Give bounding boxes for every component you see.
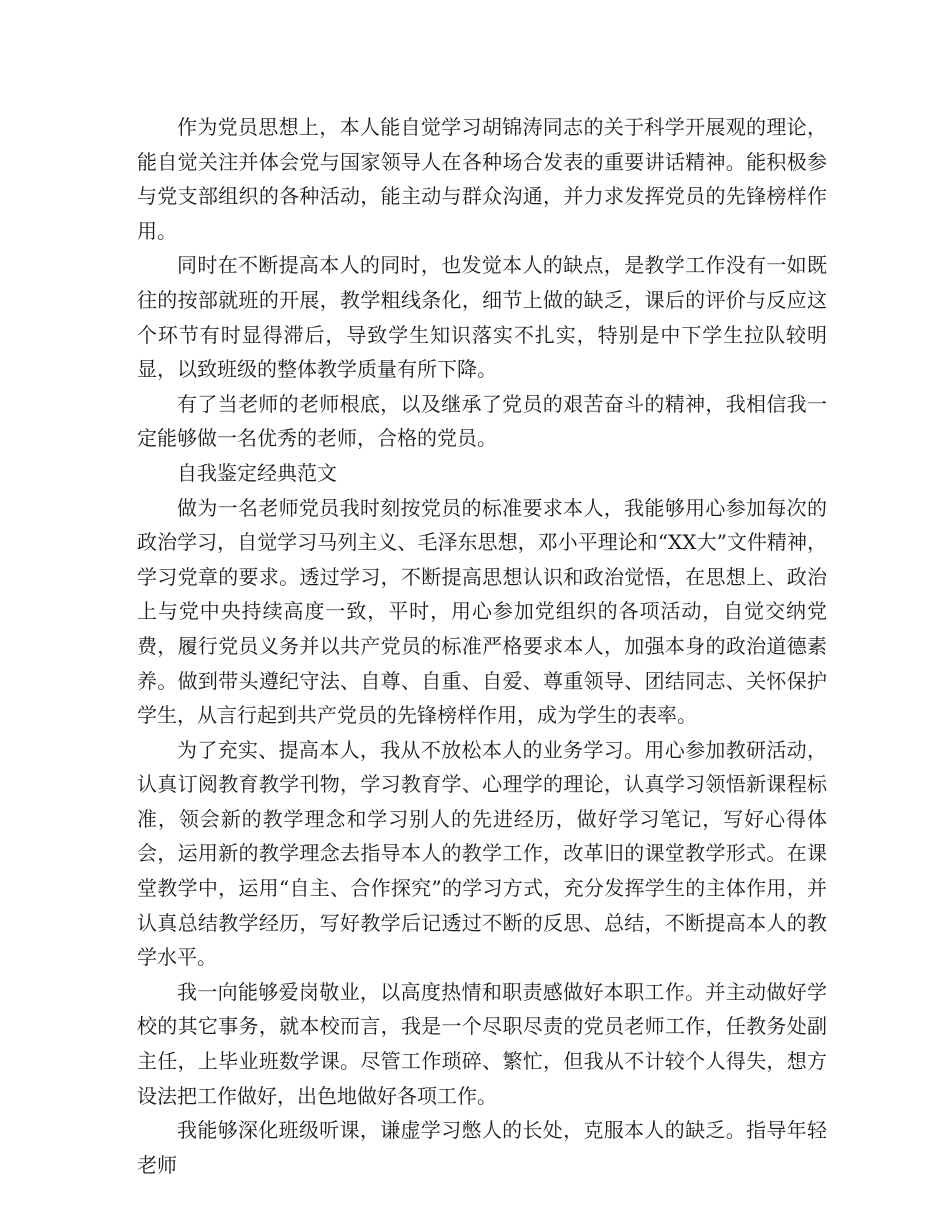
document-body bbox=[137, 110, 827, 1182]
paragraph-party-thought: 作为党员思想上，本人能自觉学习胡锦涛同志的关于科学开展观的理论，能自觉关注并体会党与国家领导人在各种场合发表的重要讲话精神。能积极参与党支部组织的各种活动，能主动与群众沟通，并力求发挥党员的先锋榜样作用。 bbox=[137, 115, 827, 243]
paragraph-professional-study: 为了充实、提高本人，我从不放松本人的业务学习。用心参加教研活动，认真订阅教育教学刊物，学习教育学、心理学的理论，认真学习领悟新课程标准，领会新的教学理念和学习别人的先进经历，做好学习笔记，写好心得体会，运用新的教学理念去指导本人的教学工作，改革旧的课堂教学形式。在课堂教学中，运用“自主、合作探究”的学习方式，充分发挥学生的主体作用，并认真总结教学经历，写好教学后记透过不断的反思、总结，不断提高本人的教学水平。 bbox=[137, 737, 827, 970]
section-heading: 自我鉴定经典范文 bbox=[177, 460, 337, 485]
paragraph-shortcomings: 同时在不断提高本人的同时，也发觉本人的缺点，是教学工作没有一如既往的按部就班的开展，教学粗线条化，细节上做的缺乏，课后的评价与反应这个环节有时显得滞后，导致学生知识落实不扎实，特别是中下学生拉队较明显，以致班级的整体教学质量有所下降。 bbox=[137, 253, 827, 382]
paragraph-lesson-observation: 我能够深化班级听课，谦虚学习憋人的长处，克服本人的缺乏。指导年轻老师 bbox=[137, 1118, 827, 1177]
paragraph-dedication: 我一向能够爱岗敬业，以高度热情和职责感做好本职工作。并主动做好学校的其它事务，就本校而言，我是一个尽职尽责的党员老师工作，任教务处副主任，上毕业班数学课。尽管工作琐碎、繁忙，但我从不计较个人得失，想方设法把工作做好，出色地做好各项工作。 bbox=[137, 979, 827, 1108]
paragraph-confidence: 有了当老师的老师根底，以及继承了党员的艰苦奋斗的精神，我相信我一定能够做一名优秀的老师，合格的党员。 bbox=[137, 391, 827, 451]
paragraph-political-study: 做为一名老师党员我时刻按党员的标准要求本人，我能够用心参加每次的政治学习，自觉学习马列主义、毛泽东思想，邓小平理论和“XX大”文件精神，学习党章的要求。透过学习，不断提高思想认识和政治觉悟，在思想上、政治上与党中央持续高度一致，平时，用心参加党组织的各项活动，自觉交纳党费，履行党员义务并以共产党员的标准严格要求本人，加强本身的政治道德素养。做到带头遵纪守法、自尊、自重、自爱、尊重领导、团结同志、关怀保护学生，从言行起到共产党员的先锋榜样作用，成为学生的表率。 bbox=[137, 495, 827, 728]
